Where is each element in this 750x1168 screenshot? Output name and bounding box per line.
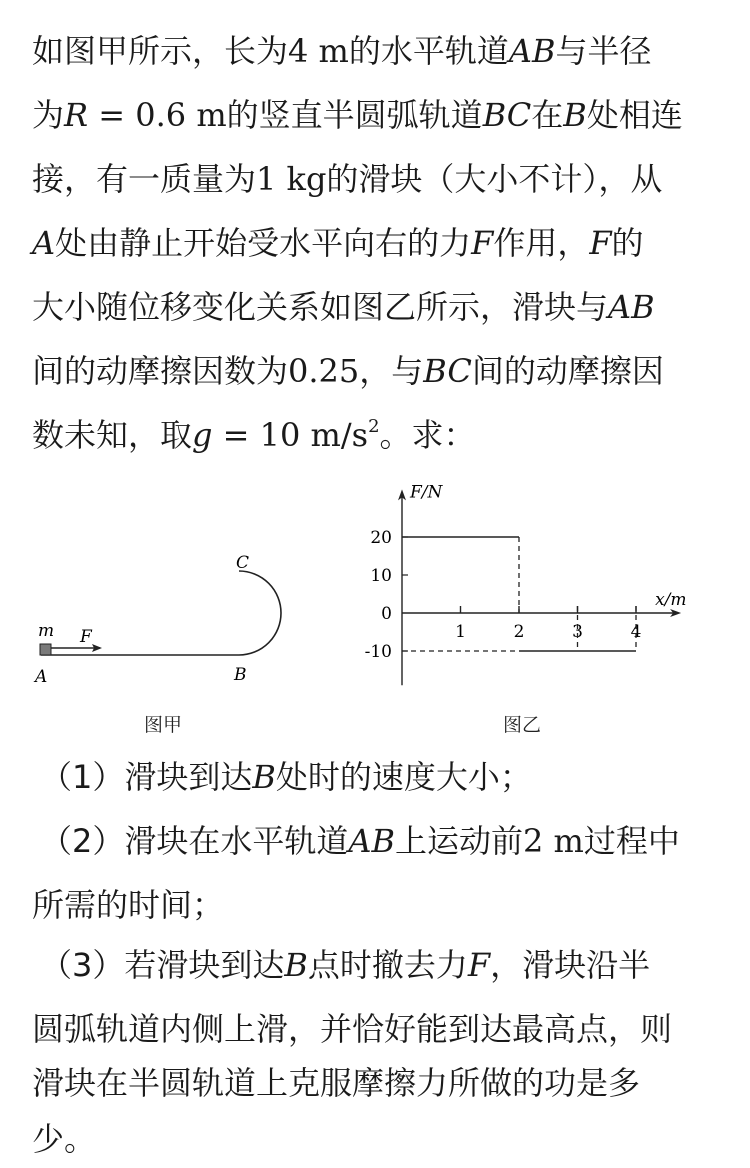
x-axis-label: x/m	[655, 590, 687, 610]
question-2-line-2: 所需的时间；	[32, 886, 225, 924]
question-3-line-2: 圆弧轨道内侧上滑，并恰好能到达最高点，则	[32, 1010, 673, 1048]
figure-b-chart	[365, 482, 687, 685]
problem-line-3: 接，有一质量为1 kg的滑块（大小不计），从	[32, 160, 663, 198]
question-3-line-1: （3）若滑块到达B点时撤去力F，滑块沿半	[40, 946, 651, 984]
x-tick-label: 4	[630, 622, 642, 642]
question-3-line-4: 少。	[32, 1120, 97, 1158]
label-a: A	[35, 667, 48, 687]
semicircle-track-bc	[239, 571, 281, 655]
question-2-line-1: （2）滑块在水平轨道AB上运动前2 m过程中	[40, 822, 680, 860]
y-tick-label: 20	[370, 528, 392, 548]
y-tick-label: 10	[370, 566, 392, 586]
figure-a	[33, 553, 281, 687]
question-1: （1）滑块到达B处时的速度大小；	[40, 758, 532, 796]
x-tick-label: 1	[455, 622, 466, 642]
label-m: m	[38, 621, 55, 641]
problem-line-4: A处由静止开始受水平向右的力F作用，F的	[32, 224, 644, 262]
problem-line-5: 大小随位移变化关系如图乙所示，滑块与AB	[32, 288, 655, 326]
y-axis-label: F/N	[410, 482, 443, 503]
label-f: F	[80, 627, 92, 647]
label-b: B	[234, 665, 247, 685]
x-tick-label: 3	[572, 622, 583, 642]
problem-line-7: 数未知，取g = 10 $m/s^2$。求：	[32, 416, 476, 454]
x-tick-label: 2	[513, 622, 525, 642]
label-c: C	[236, 553, 250, 573]
problem-line-2: 为R = 0.6 m的竖直半圆弧轨道BC在B处相连	[32, 96, 683, 134]
problem-line-6: 间的动摩擦因数为0.25，与BC间的动摩擦因	[32, 352, 664, 390]
figure-b-caption: 图乙	[503, 714, 542, 736]
figure-a-caption: 图甲	[144, 714, 183, 736]
question-3-line-3: 滑块在半圆轨道上克服摩擦力所做的功是多	[32, 1064, 641, 1102]
y-tick-label: -10	[364, 642, 392, 662]
slider-block	[40, 644, 51, 655]
problem-line-1: 如图甲所示，长为4 m的水平轨道AB与半径	[32, 32, 652, 70]
y-tick-label: 0	[381, 604, 392, 624]
